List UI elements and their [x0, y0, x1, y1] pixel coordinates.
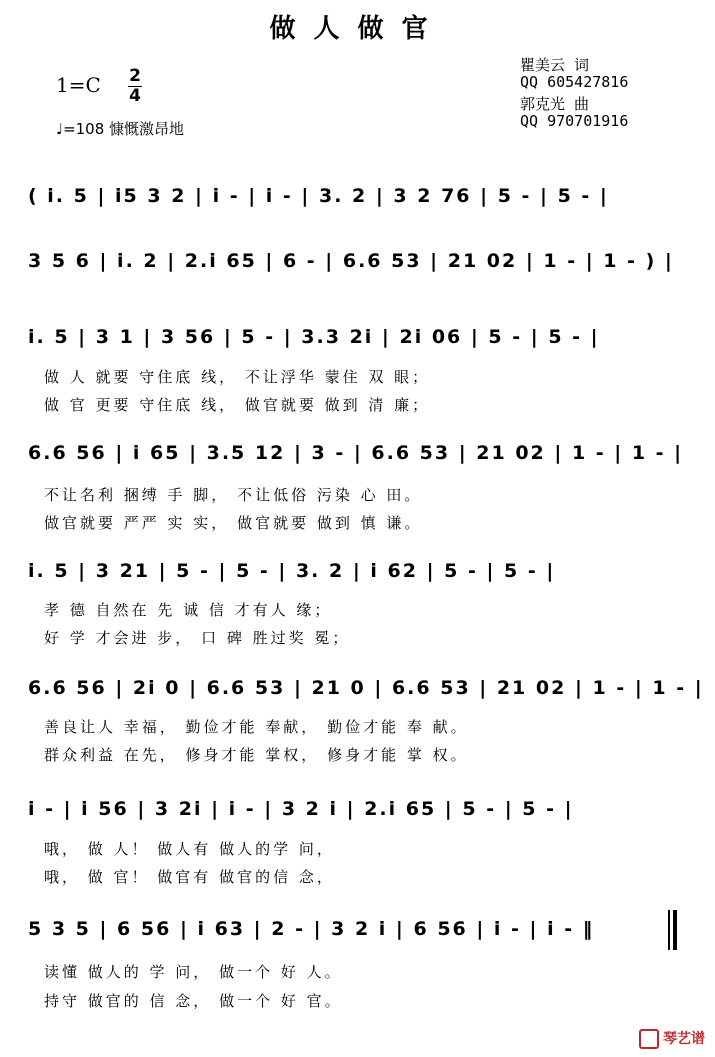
- final-barline-thin: [668, 910, 670, 950]
- page-title: 做人做官: [269, 14, 446, 44]
- staff-line-5: i. 5 | 3 21 | 5 - | 5 - | 3. 2 | i 62 | 5 - | 5 - |: [28, 560, 556, 582]
- staff-line-8: 5 3 5 | 6 56 | i 63 | 2 - | 3 2 i | 6 56 | i - | i - ‖: [28, 918, 595, 940]
- composer-qq: QQ 970701916: [520, 112, 629, 130]
- lyric-4b: 群众利益 在先， 修身才能 掌权， 修身才能 掌 权。: [44, 746, 469, 764]
- staff-line-7: i - | i 56 | 3 2i | i - | 3 2 i | 2.i 65 | 5 - | 5 - |: [28, 798, 574, 820]
- lyric-5a: 哦， 做 人！ 做人有 做人的学 问，: [44, 840, 335, 858]
- lyric-6b: 持守 做官的 信 念， 做一个 好 官。: [44, 992, 343, 1010]
- lyricist-qq: QQ 605427816: [520, 73, 629, 91]
- lyricist-credit: 瞿美云 词: [520, 56, 590, 74]
- logo-icon: [639, 1029, 659, 1049]
- staff-line-6: 6.6 56 | 2i 0 | 6.6 53 | 21 0 | 6.6 53 | 21 02 | 1 - | 1 - |: [28, 677, 704, 699]
- lyric-1a: 做 人 就要 守住底 线， 不让浮华 蒙住 双 眼；: [44, 368, 431, 386]
- staff-line-3: i. 5 | 3 1 | 3 56 | 5 - | 3.3 2i | 2i 06 | 5 - | 5 - |: [28, 326, 600, 348]
- lyric-6a: 读懂 做人的 学 问， 做一个 好 人。: [44, 963, 343, 981]
- composer-credit: 郭克光 曲: [520, 95, 590, 113]
- watermark-text: 琴艺谱: [663, 1031, 705, 1047]
- time-signature: [128, 68, 142, 105]
- final-barline-thick: [673, 910, 677, 950]
- lyric-2a: 不让名利 捆缚 手 脚， 不让低俗 污染 心 田。: [44, 486, 423, 504]
- lyric-1b: 做 官 更要 守住底 线， 做官就要 做到 清 廉；: [44, 396, 431, 414]
- key-signature: 1=C: [56, 73, 101, 97]
- lyric-4a: 善良让人 幸福， 勤俭才能 奉献， 勤俭才能 奉 献。: [44, 718, 469, 736]
- lyric-3a: 孝 德 自然在 先 诚 信 才有人 缘；: [44, 601, 333, 619]
- lyric-5b: 哦， 做 官！ 做官有 做官的信 念，: [44, 868, 335, 886]
- tempo-marking: ♩=108 慷慨激昂地: [56, 120, 185, 138]
- lyric-3b: 好 学 才会进 步， 口 碑 胜过奖 冕；: [44, 629, 351, 647]
- watermark-logo: [639, 1028, 705, 1049]
- staff-line-1: ( i. 5 | i5 3 2 | i - | i - | 3. 2 | 3 2 76 | 5 - | 5 - |: [28, 185, 609, 207]
- time-bottom: 4: [129, 86, 141, 106]
- time-top: 2: [129, 66, 141, 86]
- lyric-2b: 做官就要 严严 实 实， 做官就要 做到 慎 谦。: [44, 514, 423, 532]
- staff-line-2: 3 5 6 | i. 2 | 2.i 65 | 6 - | 6.6 53 | 21 02 | 1 - | 1 - ) |: [28, 250, 674, 272]
- staff-line-4: 6.6 56 | i 65 | 3.5 12 | 3 - | 6.6 53 | 21 02 | 1 - | 1 - |: [28, 442, 684, 464]
